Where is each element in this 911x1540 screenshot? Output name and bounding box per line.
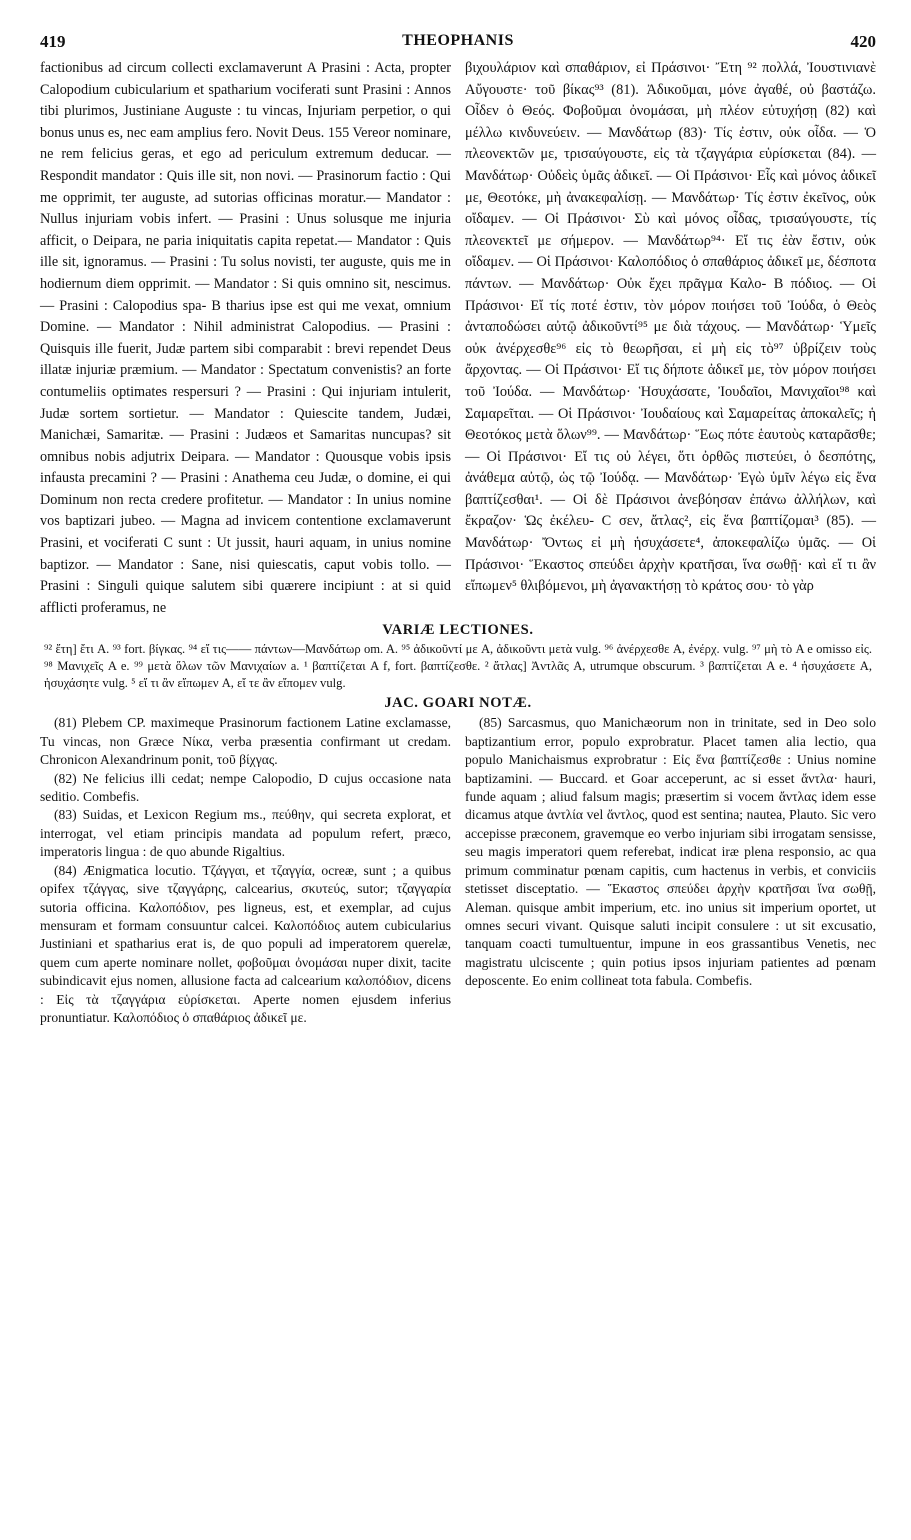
notes-left-column	[40, 714, 451, 1027]
book-page	[40, 32, 876, 1027]
notes-columns	[40, 714, 876, 1027]
greek-column	[465, 58, 876, 619]
note-85: (85) Sarcasmus, quo Manichæorum non in trinitate, sed in Deo solo baptizantium error, populo exprobratur. Placet tamen alia lectio, qua populo Manichaismus exprobratur : Εἰς ἕνα βαπτίζεσθε : Unius nomine baptizamini. — Buccard. et Goar acceperunt, ac si esset ἄντλα· hauri, funde aquam ; aliud falsum magis; præsertim si vocem ἄντλας idem esse dicamus atque ἀντλία vel ἄντλος, quod est sentina; nautea, Plauto. Sic vero accepisse præconem, gravemque eo verbo injuriam sibi irrogatam sensisse, seu magis imperatori quem referebat, indicat iræ plena responsio, ac qua primum comminatur pœnam capitis, cum hactenus in verbis, et conviciis stetisset disceptatio. — Ἕκαστος σπεύδει ἀρχὴν κρατῆσαι ἵνα σωθῇ, Aleman. quisque ambit imperium, etc. ino unius sit imperium oportet, ut omnes securi vivant. Quisque saluti incipit consulere : ut sit excusatio, tanquam coacti tumultuentur, impune in eos grassantibus Venetis, nec magistratu ulciscente ; quin potius ipsos injuriam patientes ad pœnam deposcente. Eo enim collineat tota fabula. Combefis.	[465, 715, 876, 989]
notes-right-column	[465, 714, 876, 1027]
note-82: (82) Ne felicius illi cedat; nempe Calopodio, D cujus occasione nata seditio. Combefis.	[40, 770, 451, 805]
note-83: (83) Suidas, et Lexicon Regium ms., πεύθην, qui secreta explorat, et interrogat, vel etiam principis mandata ad populum refert, præco, imperatoris lingua : de quo abunde Rigaltius.	[40, 807, 451, 860]
running-header	[40, 32, 876, 56]
running-title: THEOPHANIS	[402, 32, 514, 49]
greek-text: βιχουλάριον καὶ σπαθάριον, εἰ Πράσινοι· Ἔτη ⁹² πολλά, Ἰουστινιανὲ Αὔγουστε· τοῦ βίκας⁹³ (81). Ἀδικοῦμαι, μόνε ἀγαθέ, οὐ βαστάζω. Οἶδεν ὁ Θεός. Φοβοῦμαι ὀνομάσαι, μὴ πλέον εὐτυχήσῃ (82) καὶ μέλλω κινδυνεύειν. — Μανδάτωρ (83)· Τίς ἐστιν, οὐκ οἶδα. — Ὁ πλεονεκτῶν με, τρισαύγουστε, εἰς τὰ τζαγγάρια εὑρίσκεται (84). — Μανδάτωρ· Οὐδεὶς ὑμᾶς ἀδικεῖ. — Οἱ Πράσινοι· Εἷς καὶ μόνος ἀδικεῖ με, Θεοτόκε, μὴ ἀνακεφαλίσῃ. — Μανδάτωρ· Τίς ἐστιν ἐκεῖνος, οὐκ οἴδαμεν. — Οἱ Πράσινοι· Σὺ καὶ μόνος οἶδας, τρισαύγουστε, τίς πλεονεκτεῖ με σήμερον. — Μανδάτωρ⁹⁴· Εἴ τις ἐὰν ἔστιν, οὐκ οἴδαμεν. — Οἱ Πράσινοι· Καλοπόδιος ὁ σπαθάριος ἀδικεῖ με, δέσποτα πάντων. — Μανδάτωρ· Οὐκ ἔχει πρᾶγμα Καλο- B πόδιος. — Οἱ Πράσινοι· Εἴ τίς ποτέ ἐστιν, τὸν μόρον ποιήσει τοῦ Ἰούδα, ὁ Θεὸς ἀνταποδώσει αὐτῷ ἀδικοῦντί⁹⁵ με διὰ τάχους. — Μανδάτωρ· Ὑμεῖς οὐκ ἀνέρχεσθε⁹⁶ εἰς τὸ θεωρῆσαι, εἰ μὴ εἰς τὸ⁹⁷ ὑβρίζειν τοὺς ἄρχοντας. — Οἱ Πράσινοι· Εἴ τις δήποτε ἀδικεῖ με, τὸν μόρον ποιήσει τοῦ Ἰούδα. — Μανδάτωρ· Ἡσυχάσατε, Ἰουδαῖοι, Μανιχαῖοι⁹⁸ καὶ Σαμαρεῖται. — Οἱ Πράσινοι· Ἰουδαίους καὶ Σαμαρείτας ἀποκαλεῖς; ἡ Θεοτόκος μετὰ ὅλων⁹⁹. — Μανδάτωρ· Ἕως πότε ἑαυτοὺς καταρᾶσθε; — Οἱ Πράσινοι· Εἴ τις οὐ λέγει, ὅτι ὀρθῶς πιστεύει, ὁ δεσπότης, ἀνάθεμα αὐτῷ, ὡς τῷ Ἰούδᾳ. — Μανδάτωρ· Ἐγὼ ὑμῖν λέγω εἰς ἕνα βαπτίζεσθαι¹. — Οἱ δὲ Πράσινοι ἀνεβόησαν ἐπάνω ἀλλήλων, καὶ ἔκραζον· Ὡς ἐκέλευ- C σεν, ἄτλας², εἰς ἕνα βαπτίζομαι³ (85). — Μανδάτωρ· Ὄντως εἰ μὴ ἡσυχάσετε⁴, ἀποκεφαλίζω ὑμᾶς. — Οἱ Πράσινοι· Ἕκαστος σπεύδει ἀρχὴν κρατῆσαι, ἵνα σωθῇ· καὶ εἴ τι ἂν εἴπωμεν⁵ θλιβόμενοι, μὴ ἀγανακτήσῃ τὸ κράτος σου· τὸ γὰρ	[465, 60, 876, 595]
note-84: (84) Ænigmatica locutio. Τζάγγαι, et τζαγγία, ocreæ, sunt ; a quibus opifex τζάγγας, sive τζαγγάρης, calcearius, σκυτεύς, sutor; τζαγγαρία sutoria officina. Καλοπόδιον, pes ligneus, est, et exemplar, ad cujus mensuram et formam consuuntur calcei. Καλοπόδιος autem cubicularius Justiniani et spatharius erat is, de quo populi ad imperatorem querelæ, quem cum aperte nominare nollet, φοβοῦμαι ὀνομάσαι nuper dixit, tacite subindicavit ejus nomen, allusione facta ad calcearium καλοπόδιον, dicens : Εἰς τὰ τζαγγάρια εὑρίσκεται. Aperte nomen ejusdem inferius pronuntiatur. Καλοπόδιος ὁ σπαθάριος ἀδικεῖ με.	[40, 862, 451, 1025]
variae-heading: VARIÆ LECTIONES.	[382, 622, 534, 639]
latin-column	[40, 58, 451, 619]
page-number-left: 419	[40, 32, 66, 51]
page-number-right: 420	[850, 32, 876, 51]
main-text-columns	[40, 58, 876, 619]
variae-text: ⁹² ἔτη] ἔτι A. ⁹³ fort. βίγκας. ⁹⁴ εἴ τις—— πάντων—Μανδάτωρ om. A. ⁹⁵ ἀδικοῦντί με A, ἀδικοῦντι μετὰ vulg. ⁹⁶ ἀνέρχεσθε A, ἐνέρχ. vulg. ⁹⁷ μὴ τὸ A e omisso εἰς. ⁹⁸ Μανιχεῖς A e. ⁹⁹ μετὰ ὅλων τῶν Μανιχαίων a. ¹ βαπτίζεται A f, fort. βαπτίζεσθε. ² ἄτλας] Ἀντλᾶς A, utrumque obscurum. ³ βαπτίζεται A e. ⁴ ἡσυχάσετε A, ἡσυχάσητε vulg. ⁵ εἴ τι ἂν εἴπωμεν A, εἴ τε ἂν εἴπομεν vulg.	[44, 642, 872, 691]
notes-heading: JAC. GOARI NOTÆ.	[384, 695, 532, 712]
note-81: (81) Plebem CP. maximeque Prasinorum factionem Latine exclamasse, Tu vincas, non Græce Νίκα, verba præsentia confirmant ut credam. Chronicon Alexandrinum ponit, τοῦ βίχγας.	[40, 715, 451, 768]
latin-text: factionibus ad circum collecti exclamaverunt A Prasini : Acta, propter Calopodium cubicularium et spatharium vociferati sunt Prasini : Annos tibi plurimos, Justiniane Auguste : tu vincas, Injuriam perpetior, o qui bonus unus es, nec eam amplius fero. Novit Deus. 155 Vereor nominare, ne rem felicius geras, et ego ad periculum extremum deducar. — Respondit mandator : Quis ille sit, non novi. — Prasinorum factio : Qui me opprimit, ter auguste, ad sutorias officinas moratur.— Mandator : Nullus injuriam vobis infert. — Prasini : Unus solusque me injuria afficit, o Deipara, ne paria iniquitatis capita repetat.— Mandator : Quis ille sit, ignoramus. — Prasini : Tu solus novisti, ter auguste, quis me in hodiernum diem opprimit. — Mandator : Si quis omnino sit, nescimus. — Prasini : Calopodius spa- B tharius ipse est qui me vexat, omnium Domine. — Mandator : Nihil administrat Calopodius. — Prasini : Quisquis ille fuerit, Judæ partem sibi comparabit : brevi rependet Deus illatæ injuriæ præmium. — Mandator : Spectatum convenistis? an forte contumeliis optimates respersuri ? — Prasini : Qui injuriam intulerit, Judæ sortem sortietur. — Mandator : Quiescite tandem, Judæi, Manichæi, Samaritæ. — Prasini : Judæos et Samaritas nuncupas? sit omnibus nobis adjutrix Deipara. — Mandator : Quousque vobis ipsis infausta precamini ? — Prasini : Anathema ceu Judæ, o domine, ei qui Dominum non recta credere profitetur. — Mandator : In unius nomine vos baptizari jubeo. — Magna ad invicem contentione exclamaverunt Prasini, et vociferati C sunt : Ut jussit, hauri aquam, in unius nomine baptizor. — Mandator : Sane, nisi quiescatis, caput vobis tollo. — Prasini : Singuli quique salutem sibi quærere incipiunt : at si quid afflicti proferamus, ne	[40, 60, 451, 616]
